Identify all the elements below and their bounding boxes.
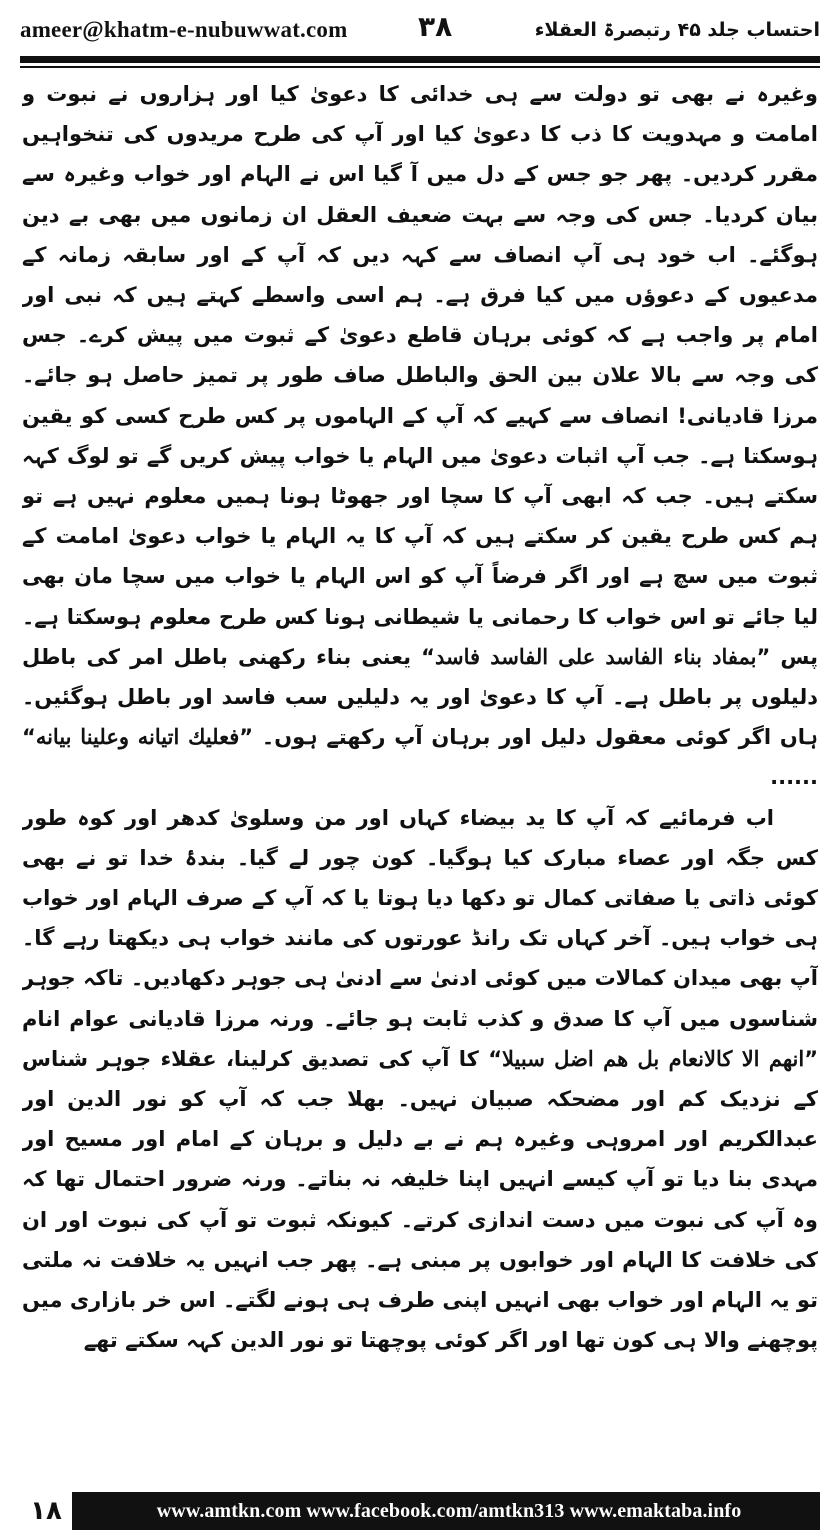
- footer-page-number: ۱۸: [20, 1492, 78, 1530]
- arabic-quote-bimufad: بمفاد بناء الفاسد علی الفاسد فاسد: [434, 643, 757, 669]
- header-rule-thick: [20, 56, 820, 63]
- arabic-quote-faalaika: فعلیك اتیانه وعلینا بیانه: [35, 724, 240, 750]
- header-page-number: ۳۸: [418, 10, 453, 43]
- header-running-title: احتساب جلد ۴۵ رتبصرۃ العقلاء: [534, 19, 820, 41]
- paragraph-1: [22, 74, 818, 798]
- paragraph-1-text-b: “ یعنی بناء رکھنی باطل امر کی باطل دلیلوں پر باطل ہے۔ آپ کا دعویٰ اور یہ دلیلیں سب فاسد اور باطل ہوگئیں۔ ہاں اگر کوئی معقول دلیل اور برہان آپ رکھتے ہوں۔ ”: [22, 644, 818, 750]
- page-footer: [20, 1491, 820, 1531]
- paragraph-2-text-b: “ کا آپ کی تصدیق کرلینا، عقلاء جوہر شناس کے نزدیک کم اور مضحکہ صبیان نہیں۔ بھلا جب کہ آپ کو نور الدین اور عبدالکریم اور امروہی وغیرہ ہم نے بے دلیل و برہان کے امام اور مسیح اور مہدی بنا دیا تو آپ کیسے انہیں اپنا خلیفہ نہ بناتے۔ ورنہ ضرور احتمال تھا کہ وہ آپ کی نبوت میں دست اندازی کرتے۔ کیونکہ ثبوت تو آپ کی نبوت اور ان کی خلافت کا الہام اور خوابوں پر مبنی ہے۔ پھر جب انہیں یہ خلافت نہ ملتی تو یہ الہام اور خواب بھی انہیں اپنی طرف ہی ہونے لگتے۔ اس خر بازاری میں پوچھنے والا ہی کون تھا اور اگر کوئی پوچھتا تو نور الدین کہہ سکتے تھے: [22, 1046, 818, 1353]
- arabic-quote-kalanaam: انهم الا کالانعام بل هم اضل سبیلا: [502, 1045, 805, 1071]
- paragraph-2: [22, 798, 818, 1361]
- footer-links: www.amtkn.com www.facebook.com/amtkn313 www.emaktaba.info: [78, 1492, 820, 1530]
- page-header: [20, 8, 820, 52]
- paragraph-2-text-a: اب فرمائیے کہ آپ کا ید بیضاء کہاں اور من وسلویٰ کدھر اور کوہ طور کس جگہ اور عصاء مبارک کیا ہوگیا۔ کون چور لے گیا۔ بندۂ خدا تو نے بھی کوئی ذاتی یا صفاتی کمال تو دکھا دیا ہوتا یا کہ آپ کے صرف الہام اور خواب ہی خواب ہیں۔ آخر کہاں تک رانڈ عورتوں کی مانند خواب ہی دیکھتا رہے گا۔ آپ بھی میدان کمالات میں کوئی ادنیٰ سے ادنیٰ ہی جوہر دکھادیں۔ تاکہ جوہر شناسوں میں آپ کا صدق و کذب ثابت ہو جائے۔ ورنہ مرزا قادیانی عوام انام ”: [22, 805, 818, 1071]
- header-rule-thin: [20, 66, 820, 68]
- paragraph-1-text-c: “ ......: [22, 725, 818, 790]
- paragraph-1-text-a: وغیرہ نے بھی تو دولت سے ہی خدائی کا دعویٰ کیا اور ہزاروں نے نبوت و امامت و مہدویت کا ذب کا دعویٰ کیا اور آپ کی طرح مریدوں کی تنخواہیں مقرر کردیں۔ پھر جو جس کے دل میں آ گیا اس نے الہام اور خواب وغیرہ سے بیان کردیا۔ جس کی وجہ سے بہت ضعیف العقل ان زمانوں میں بھی بے دین ہوگئے۔ اب خود ہی آپ انصاف سے کہہ دیں کہ آپ کے اور سابقہ زمانہ کے مدعیوں کے دعوؤں میں کیا فرق ہے۔ ہم اسی واسطے کہتے ہیں کہ نبی اور امام پر واجب ہے کہ کوئی برہان قاطع دعویٰ کے ثبوت میں پیش کرے۔ جس کی وجہ سے بالا علان بین الحق والباطل صاف طور پر تمیز حاصل ہو جائے۔ مرزا قادیانی! انصاف سے کہیے کہ آپ کے الہاموں پر کس طرح کسی کو یقین ہوسکتا ہے۔ جب آپ اثبات دعویٰ میں الہام یا خواب پیش کریں گے تو لوگ کہہ سکتے ہیں۔ جب کہ ابھی آپ کا سچا اور جھوٹا ہونا ہمیں معلوم نہیں ہے تو ہم کس طرح یقین کر سکتے ہیں کہ آپ کا یہ الہام یا خواب دعویٰ امامت کے ثبوت میں سچ ہے اور اگر فرضاً آپ کو اس الہام یا خواب میں سچا مان بھی لیا جائے تو اس خواب کا رحمانی یا شیطانی ہونا کس طرح معلوم ہوسکتا ہے۔ پس ”: [22, 82, 818, 669]
- header-email: ameer@khatm-e-nubuwwat.com: [20, 17, 348, 42]
- body-text: [22, 74, 818, 1474]
